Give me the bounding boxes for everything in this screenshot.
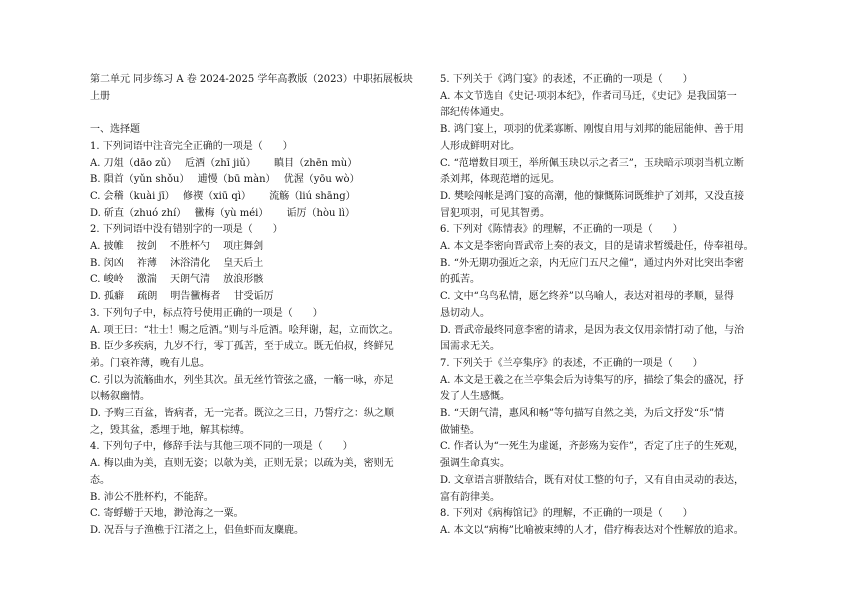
q4-option-d: D. 况吾与子渔樵于江渚之上，侣鱼虾而友麋鹿。 xyxy=(90,524,305,536)
q7-option-a: A. 本文是王羲之在兰亭集会后为诗集写的序，描绘了集会的盛况，抒 xyxy=(440,374,744,386)
question-8: 8. 下列对《病梅馆记》的理解，不正确的一项是（ ） xyxy=(440,508,693,520)
q2-option-b: B. 闵凶 祚薄 沐浴清化 皇天后土 xyxy=(90,257,264,269)
q7-option-c-cont: 强调生命真实。 xyxy=(440,458,510,470)
q7-option-b: B. “天朗气清，惠风和畅”等句描写自然之美，为后文抒发“乐”情 xyxy=(440,408,725,420)
document-title-line-2: 上册 xyxy=(90,90,110,102)
q5-option-c-cont: 杀刘邦，体现范增的远见。 xyxy=(440,174,560,186)
q6-option-b-cont: 的孤苦。 xyxy=(440,274,480,286)
q5-option-c: C. “范增数目项王，举所佩玉玦以示之者三”，玉玦暗示项羽当机立断 xyxy=(440,157,744,169)
section-heading: 一、选择题 xyxy=(90,124,140,136)
q6-option-c: C. 文中“乌鸟私情，愿乞终养”以乌喻人，表达对祖母的孝顺，显得 xyxy=(440,291,734,303)
question-1: 1. 下列词语中注音完全正确的一项是（ ） xyxy=(90,140,293,152)
q2-option-c: C. 峻岭 激湍 天朗气清 放浪形骸 xyxy=(90,274,264,286)
q3-option-b-cont: 弟。门衰祚薄，晚有儿息。 xyxy=(90,357,210,369)
question-7: 7. 下列关于《兰亭集序》的表述，不正确的一项是（ ） xyxy=(440,357,703,369)
question-2: 2. 下列词语中没有错别字的一项是（ ） xyxy=(90,224,283,236)
document-title-line-1: 第二单元 同步练习 A 卷 2024-2025 学年高教版（2023）中职拓展板块 xyxy=(90,74,413,85)
question-3: 3. 下列句子中，标点符号使用正确的一项是（ ） xyxy=(90,307,323,319)
q7-option-a-cont: 发了人生感慨。 xyxy=(440,391,510,403)
q3-option-c: C. 引以为流觞曲水，列坐其次。虽无丝竹管弦之盛，一觞一咏，亦足 xyxy=(90,374,394,386)
q3-option-d: D. 予购三百盆，皆病者，无一完者。既泣之三日，乃誓疗之：纵之顺 xyxy=(90,408,395,420)
q3-option-a: A. 项王曰：“壮士！赐之卮酒。”则与斗卮酒。哙拜谢，起，立而饮之。 xyxy=(90,324,399,336)
q5-option-d: D. 樊哙闯帐是鸿门宴的高潮，他的慷慨陈词既维护了刘邦，又没直接 xyxy=(440,190,745,202)
right-column xyxy=(440,72,774,540)
q7-option-d-cont: 富有韵律美。 xyxy=(440,491,500,503)
q3-option-b: B. 臣少多疾病，九岁不行，零丁孤苦，至于成立。既无伯叔，终鲜兄 xyxy=(90,341,394,353)
q6-option-d: D. 晋武帝最终同意李密的请求，是因为表文仅用亲情打动了他，与治 xyxy=(440,324,745,336)
q5-option-b: B. 鸿门宴上，项羽的优柔寡断、刚愎自用与刘邦的能屈能伸、善于用 xyxy=(440,124,744,136)
question-5: 5. 下列关于《鸿门宴》的表述，不正确的一项是（ ） xyxy=(440,74,693,85)
q2-option-d: D. 孤癖 疏朗 明告黴梅者 甘受诟厉 xyxy=(90,291,274,303)
q2-option-a: A. 披帷 按剑 不胜杯勺 项庄舞剑 xyxy=(90,241,264,253)
q1-option-a: A. 刀俎（dāo zǔ） 卮酒（zhī jiǔ） 瞋目（zhēn mù） xyxy=(90,157,358,169)
q6-option-d-cont: 国需求无关。 xyxy=(440,341,500,353)
q1-option-b: B. 隕首（yǔn shǒu） 逋慢（bū màn） 优渥（yōu wò） xyxy=(90,174,360,186)
q5-option-a: A. 本文节选自《史记·项羽本纪》，作者司马迁，《史记》是我国第一 xyxy=(440,90,737,102)
q1-option-d: D. 斫直（zhuó zhí） 黴梅（yù méi） 诟厉（hòu lì） xyxy=(90,207,355,219)
q4-option-a-cont: 态。 xyxy=(90,474,110,486)
q6-option-a: A. 本文是李密向晋武帝上奏的表文，目的是请求暂缓赴任，侍奉祖母。 xyxy=(440,241,754,253)
spacer xyxy=(90,105,424,122)
q7-option-d: D. 文章语言骈散结合，既有对仗工整的句子，又有自由灵动的表达， xyxy=(440,474,745,486)
q7-option-b-cont: 做铺垫。 xyxy=(440,424,480,436)
question-6: 6. 下列对《陈情表》的理解，不正确的一项是（ ） xyxy=(440,224,683,236)
q5-option-a-cont: 部纪传体通史。 xyxy=(440,107,510,119)
q6-option-c-cont: 恳切动人。 xyxy=(440,307,490,319)
question-4: 4. 下列句子中，修辞手法与其他三项不同的一项是（ ） xyxy=(90,441,353,453)
q4-option-a: A. 梅以曲为美，直则无姿；以欹为美，正则无景；以疏为美，密则无 xyxy=(90,458,394,470)
q4-option-c: C. 寄蜉蝣于天地，渺沧海之一粟。 xyxy=(90,508,244,520)
q1-option-c: C. 会稽（kuài jī） 修禊（xiū qì） 流觞（liú shāng） xyxy=(90,190,356,202)
q3-option-c-cont: 以畅叙幽情。 xyxy=(90,391,150,403)
q7-option-c: C. 作者认为“一死生为虚诞，齐彭殇为妄作”，否定了庄子的生死观， xyxy=(440,441,744,453)
q3-option-d-cont: 之，毁其盆，悉埋于地，解其棕缚。 xyxy=(90,424,250,436)
left-column xyxy=(90,72,424,540)
q4-option-b: B. 沛公不胜杯杓，不能辞。 xyxy=(90,491,214,503)
q8-option-a: A. 本文以“病梅”比喻被束缚的人才，借疗梅表达对个性解放的追求。 xyxy=(440,524,744,536)
q6-option-b: B. “外无期功强近之亲，内无应门五尺之僮”，通过内外对比突出李密 xyxy=(440,257,744,269)
q5-option-b-cont: 人形成鲜明对比。 xyxy=(440,140,520,152)
q5-option-d-cont: 冒犯项羽，可见其智勇。 xyxy=(440,207,550,219)
